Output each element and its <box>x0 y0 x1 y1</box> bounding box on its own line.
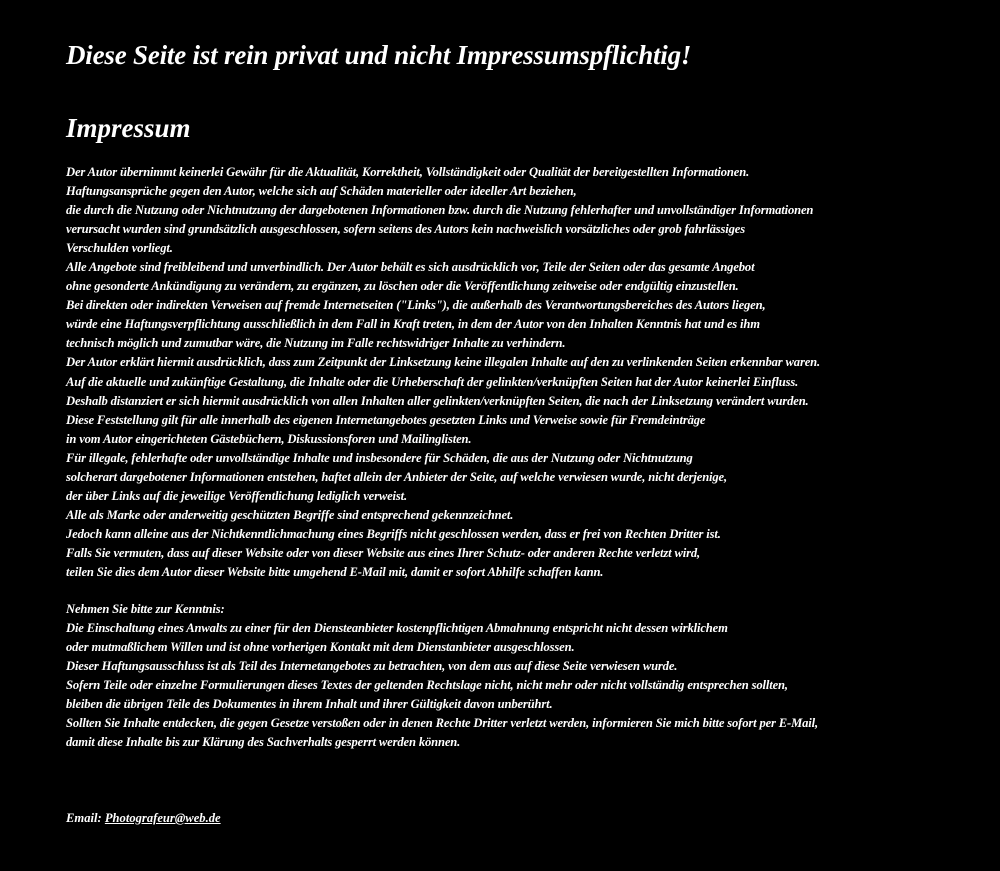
disclaimer-line: Jedoch kann alleine aus der Nichtkenntlichmachung eines Begriffs nicht geschlossen werden, dass er frei von Rechten Dritter ist. <box>66 526 721 541</box>
notice-line: oder mutmaßlichem Willen und ist ohne vorherigen Kontakt mit dem Dienstanbieter ausgeschlossen. <box>66 640 575 655</box>
disclaimer-line: in vom Autor eingerichteten Gästebüchern, Diskussionsforen und Mailinglisten. <box>66 431 472 446</box>
section-heading-impressum: Impressum <box>66 113 191 143</box>
email-label: Email: <box>66 811 102 825</box>
disclaimer-line: Verschulden vorliegt. <box>66 241 173 256</box>
disclaimer-line: technisch möglich und zumutbar wäre, die Nutzung im Falle rechtswidriger Inhalte zu verhindern. <box>66 336 566 351</box>
notice-heading: Nehmen Sie bitte zur Kenntnis: <box>66 602 225 616</box>
notice-line: bleiben die übrigen Teile des Dokumentes in ihrem Inhalt und ihrer Gültigkeit davon unberührt. <box>66 697 553 712</box>
disclaimer-line: Alle Angebote sind freibleibend und unverbindlich. Der Autor behält es sich ausdrücklich vor, Teile der Seiten oder das gesamte Angebot <box>66 260 755 275</box>
disclaimer-line: solcherart dargebotener Informationen entstehen, haftet allein der Anbieter der Seite, auf welche verwiesen wurde, nicht derjenige, <box>66 469 727 484</box>
disclaimer-line: ohne gesonderte Ankündigung zu verändern, zu ergänzen, zu löschen oder die Veröffentlichung zeitweise oder endgültig einzustellen. <box>66 279 739 294</box>
disclaimer-text <box>66 163 820 582</box>
disclaimer-line: Auf die aktuelle und zukünftige Gestaltung, die Inhalte oder die Urheberschaft der gelinkten/verknüpften Seiten hat der Autor keinerlei Einfluss. <box>66 374 799 389</box>
disclaimer-line: der über Links auf die jeweilige Veröffentlichung lediglich verweist. <box>66 488 407 503</box>
disclaimer-line: Bei direkten oder indirekten Verweisen auf fremde Internetseiten ("Links"), die außerhalb des Verantwortungsbereiches des Autors liegen, <box>66 298 766 313</box>
disclaimer-line: Der Autor erklärt hiermit ausdrücklich, dass zum Zeitpunkt der Linksetzung keine illegalen Inhalte auf den zu verlinkenden Seiten erkennbar waren. <box>66 355 820 370</box>
email-contact <box>66 809 221 828</box>
disclaimer-line: Diese Feststellung gilt für alle innerhalb des eigenen Internetangebotes gesetzten Links und Verweise sowie für Fremdeinträge <box>66 412 706 427</box>
notice-line: damit diese Inhalte bis zur Klärung des Sachverhalts gesperrt werden können. <box>66 735 461 750</box>
disclaimer-line: Falls Sie vermuten, dass auf dieser Website oder von dieser Website aus eines Ihrer Schutz- oder anderen Rechte verletzt wird, <box>66 545 701 560</box>
disclaimer-line: Deshalb distanziert er sich hiermit ausdrücklich von allen Inhalten aller gelinkten/verknüpften Seiten, die nach der Linksetzung verändert wurden. <box>66 393 809 408</box>
disclaimer-line: Alle als Marke oder anderweitig geschützten Begriffe sind entsprechend gekennzeichnet. <box>66 507 514 522</box>
notice-line: Dieser Haftungsausschluss ist als Teil des Internetangebotes zu betrachten, von dem aus auf diese Seite verwiesen wurde. <box>66 659 678 674</box>
notice-line: Die Einschaltung eines Anwalts zu einer für den Diensteanbieter kostenpflichtigen Abmahnung entspricht nicht dessen wirklichem <box>66 621 728 636</box>
notice-line: Sollten Sie Inhalte entdecken, die gegen Gesetze verstoßen oder in denen Rechte Dritter verletzt werden, informieren Sie mich bitte sofort per E-Mail, <box>66 716 818 731</box>
disclaimer-line: Für illegale, fehlerhafte oder unvollständige Inhalte und insbesondere für Schäden, die aus der Nutzung oder Nichtnutzung <box>66 450 693 465</box>
disclaimer-line: teilen Sie dies dem Autor dieser Website bitte umgehend E-Mail mit, damit er sofort Abhilfe schaffen kann. <box>66 564 604 579</box>
disclaimer-line: Haftungsansprüche gegen den Autor, welche sich auf Schäden materieller oder ideeller Art beziehen, <box>66 184 577 199</box>
disclaimer-line: würde eine Haftungsverpflichtung ausschließlich in dem Fall in Kraft treten, in dem der Autor von den Inhalten Kenntnis hat und es ihm <box>66 317 760 332</box>
disclaimer-line: die durch die Nutzung oder Nichtnutzung der dargebotenen Informationen bzw. durch die Nutzung fehlerhafter und unvollständiger Informationen <box>66 203 814 218</box>
email-link[interactable]: Photografeur@web.de <box>104 811 221 825</box>
notice-line: Sofern Teile oder einzelne Formulierungen dieses Textes der geltenden Rechtslage nicht, nicht mehr oder nicht vollständig entsprechen sollten, <box>66 678 788 693</box>
disclaimer-line: verursacht wurden sind grundsätzlich ausgeschlossen, sofern seitens des Autors kein nachweislich vorsätzliches oder grob fahrlässiges <box>66 222 745 237</box>
disclaimer-line: Der Autor übernimmt keinerlei Gewähr für die Aktualität, Korrektheit, Vollständigkeit oder Qualität der bereitgestellten Informationen. <box>66 165 750 179</box>
notice-text <box>66 600 818 752</box>
page-title: Diese Seite ist rein privat und nicht Impressumspflichtig! <box>66 40 692 70</box>
